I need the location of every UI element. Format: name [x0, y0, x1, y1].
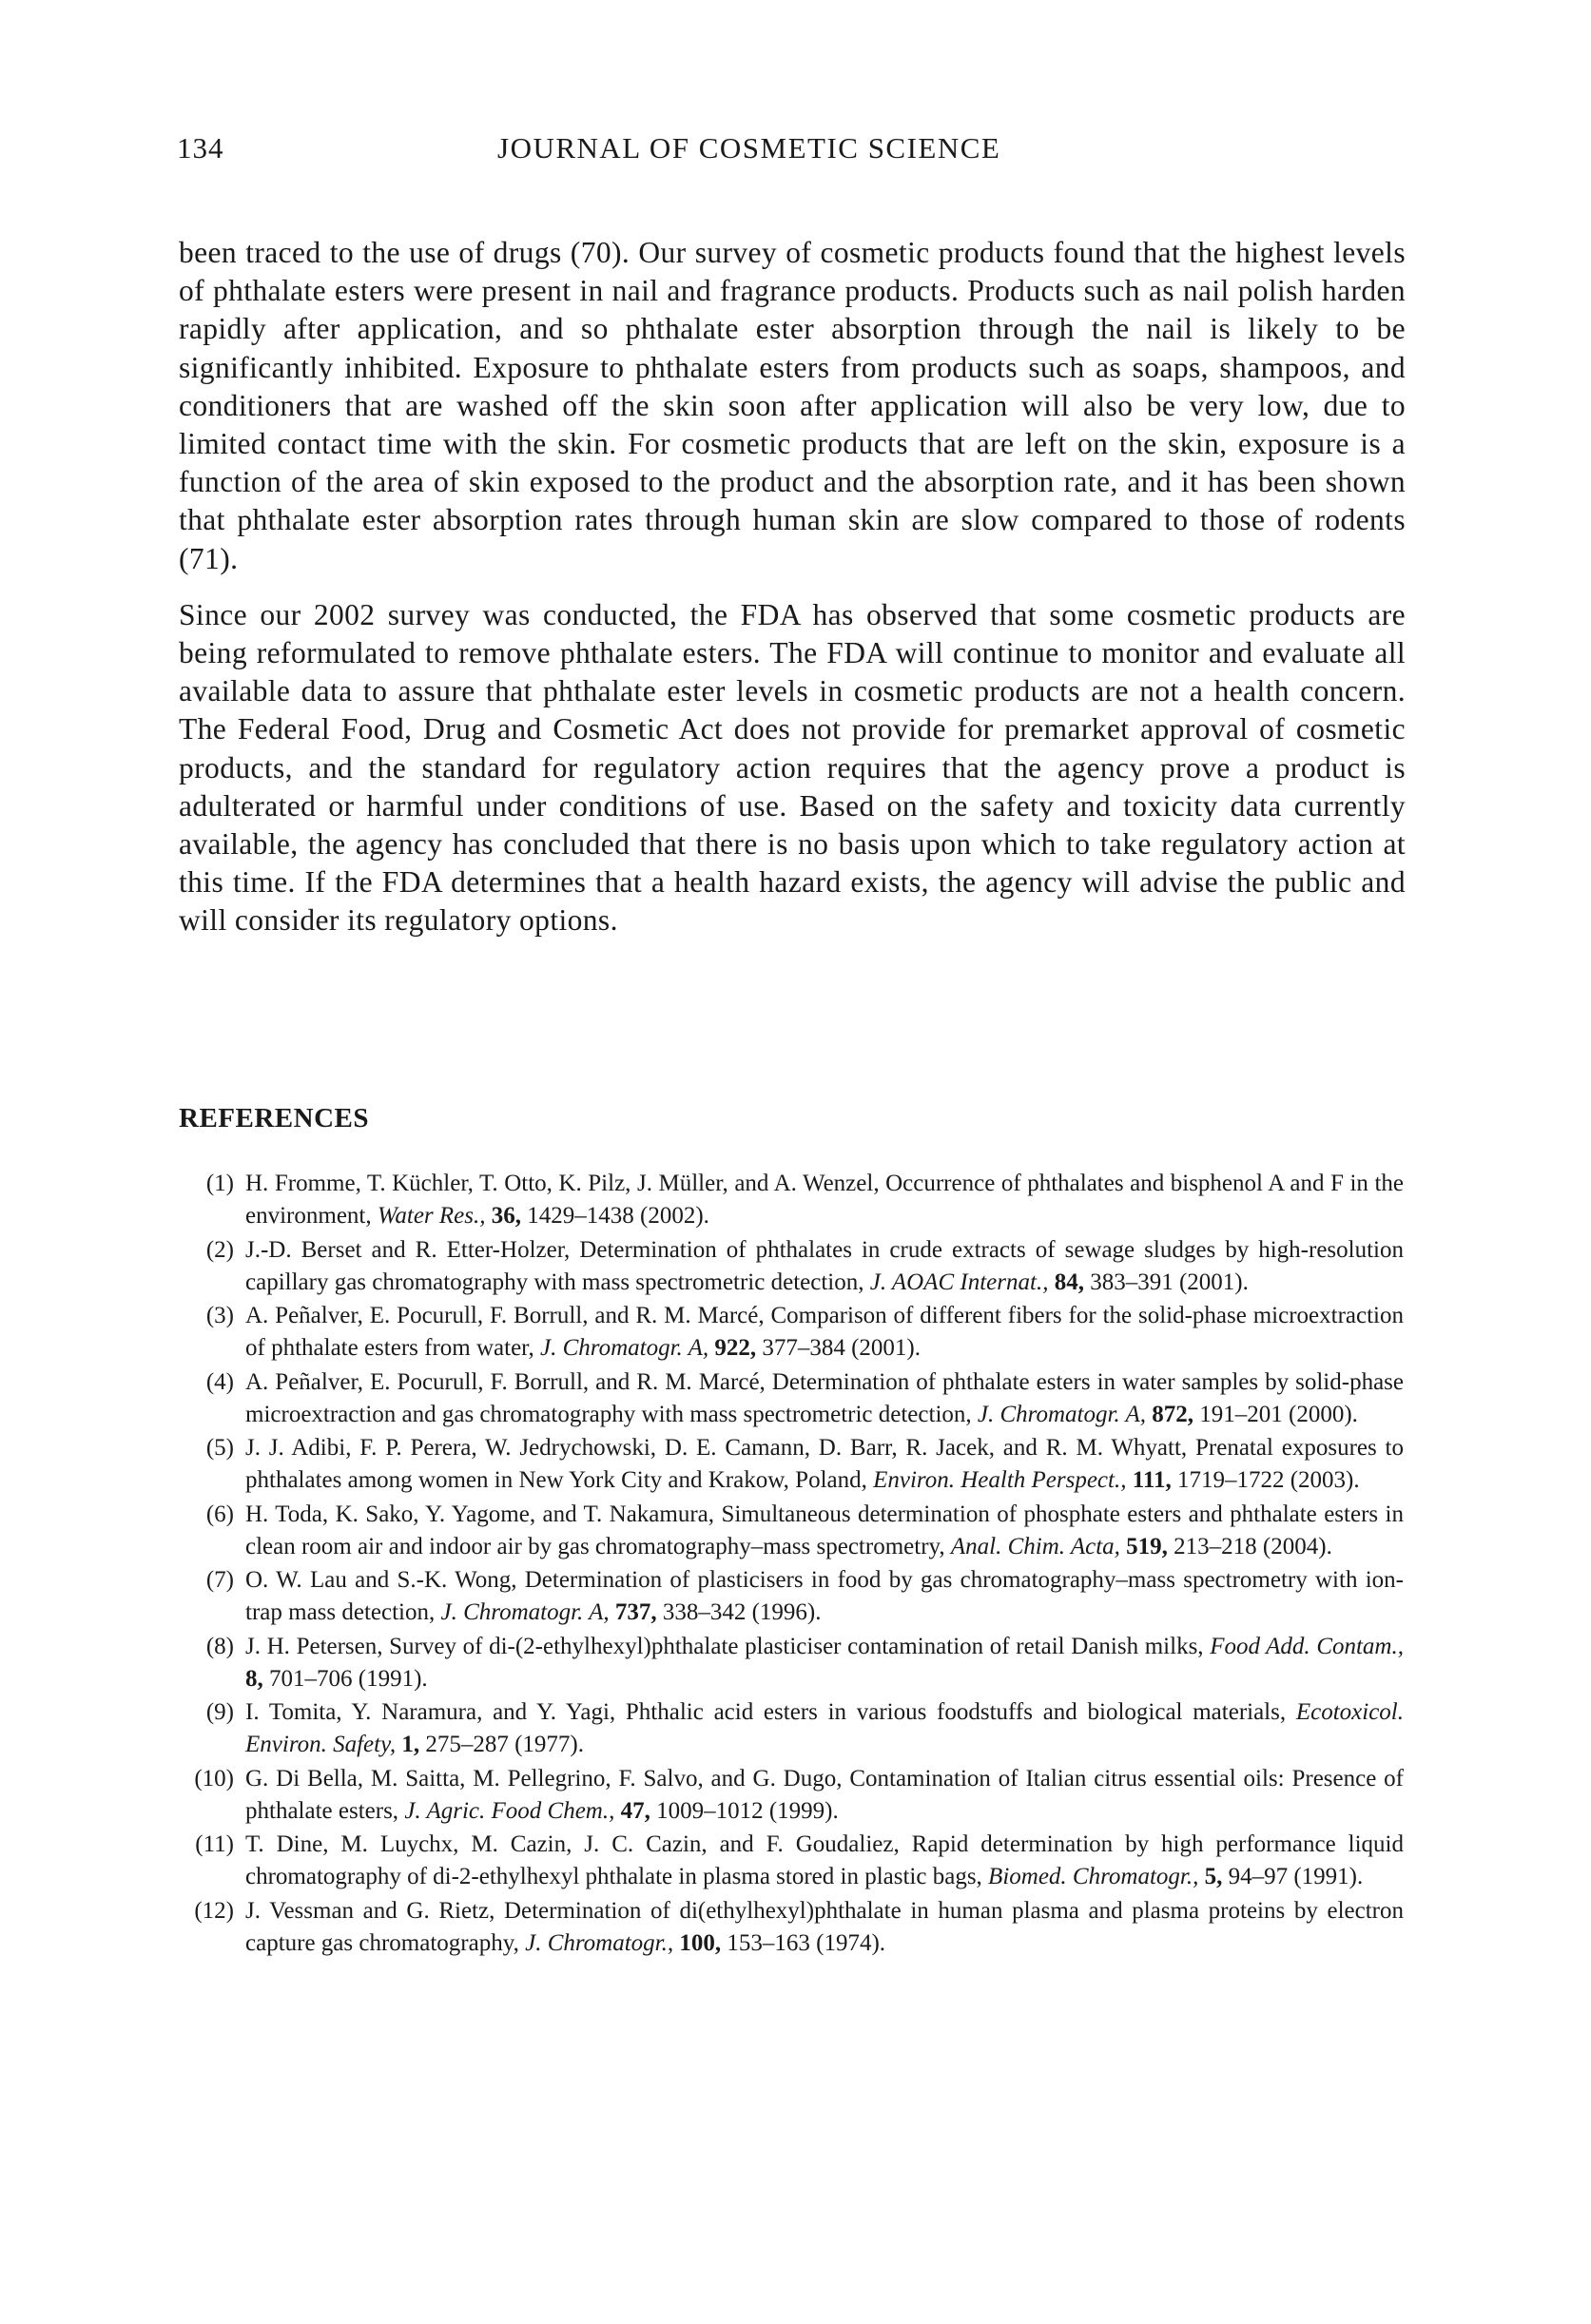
- reference-journal: J. Chromatogr. A,: [440, 1599, 610, 1625]
- reference-journal: J. Chromatogr. A,: [540, 1335, 709, 1361]
- reference-pages-year: 1009–1012 (1999).: [656, 1797, 839, 1824]
- reference-number: (11): [195, 1831, 234, 1857]
- reference-journal: J. Chromatogr. A,: [977, 1401, 1146, 1427]
- reference-volume: 36,: [491, 1203, 522, 1229]
- reference-volume: 737,: [614, 1599, 657, 1625]
- reference-volume: 922,: [714, 1335, 757, 1361]
- reference-journal: J. Chromatogr.,: [525, 1929, 674, 1956]
- body-paragraph: been traced to the use of drugs (70). Our survey of cosmetic products found that the highest levels of phthalate esters were present in nail and fragrance products. Products such as nail polish harden rapidly after application, and so phthalate ester absorption through the nail is likely to be significantly inhibited. Exposure to phthalate esters from products such as soaps, shampoos, and conditioners that are washed off the skin soon after application will also be very low, due to limited contact time with the skin. For cosmetic products that are left on the skin, exposure is a function of the area of skin exposed to the product and the absorption rate, and it has been shown that phthalate ester absorption rates through human skin are slow compared to those of rodents (71).: [179, 236, 1406, 575]
- reference-pages-year: 94–97 (1991).: [1228, 1864, 1364, 1889]
- reference-item: [179, 1432, 1404, 1497]
- reference-volume: 47,: [620, 1797, 650, 1824]
- reference-pages-year: 1719–1722 (2003).: [1176, 1467, 1360, 1493]
- reference-item: [179, 1829, 1404, 1893]
- reference-authors-title: H. Fromme, T. Küchler, T. Otto, K. Pilz, J. Müller, and A. Wenzel, Occurrence of phthalates and bisphenol A and F in the environment,: [245, 1171, 1404, 1229]
- reference-item: [179, 1168, 1404, 1232]
- reference-volume: 1,: [401, 1732, 420, 1757]
- reference-volume: 84,: [1054, 1269, 1084, 1295]
- reference-authors-title: O. W. Lau and S.-K. Wong, Determination of plasticisers in food by gas chromatography–mass spectrometry with ion-trap mass detection,: [245, 1567, 1404, 1625]
- reference-pages-year: 191–201 (2000).: [1199, 1401, 1358, 1427]
- reference-item: [179, 1763, 1404, 1828]
- reference-pages-year: 153–163 (1974).: [727, 1929, 886, 1956]
- reference-number: (7): [205, 1567, 234, 1593]
- body-paragraph: Since our 2002 survey was conducted, the FDA has observed that some cosmetic products are being reformulated to remove phthalate esters. The FDA will continue to monitor and evaluate all available data to assure that phthalate ester levels in cosmetic products are not a health concern. The Federal Food, Drug and Cosmetic Act does not provide for premarket approval of cosmetic products, and the standard for regulatory action requires that the agency prove a product is adulterated or harmful under conditions of use. Based on the safety and toxicity data currently available, the agency has concluded that there is no basis upon which to take regulatory action at this time. If the FDA determines that a health hazard exists, the agency will advise the public and will consider its regulatory options.: [179, 597, 1406, 938]
- reference-volume: 111,: [1132, 1467, 1172, 1493]
- reference-authors-title: A. Peñalver, E. Pocurull, F. Borrull, and R. M. Marcé, Comparison of different fibers for the solid-phase microextraction of phthalate esters from water,: [245, 1303, 1404, 1361]
- reference-volume: 8,: [245, 1665, 263, 1692]
- reference-volume: 5,: [1204, 1864, 1223, 1889]
- reference-authors-title: J.-D. Berset and R. Etter-Holzer, Determination of phthalates in crude extracts of sewage sludges by high-resolution capillary gas chromatography with mass spectrometric detection,: [245, 1236, 1404, 1295]
- page-number: 134: [177, 131, 224, 165]
- reference-number: (6): [205, 1501, 234, 1527]
- reference-journal: Ecotoxicol. Environ. Safety,: [245, 1699, 1404, 1757]
- reference-authors-title: I. Tomita, Y. Naramura, and Y. Yagi, Phthalic acid esters in various foodstuffs and biological materials,: [245, 1699, 1296, 1725]
- reference-pages-year: 701–706 (1991).: [269, 1665, 428, 1692]
- reference-item: [179, 1366, 1404, 1431]
- reference-number: (12): [194, 1897, 234, 1924]
- reference-journal: Food Add. Contam.,: [1210, 1633, 1404, 1659]
- reference-volume: 100,: [679, 1929, 722, 1956]
- reference-number: (2): [205, 1236, 234, 1263]
- references-heading: REFERENCES: [179, 1103, 369, 1133]
- reference-authors-title: G. Di Bella, M. Saitta, M. Pellegrino, F. Salvo, and G. Dugo, Contamination of Italian citrus essential oils: Presence of phthalate esters,: [245, 1765, 1404, 1824]
- reference-pages-year: 338–342 (1996).: [662, 1599, 822, 1625]
- reference-number: (4): [205, 1368, 234, 1395]
- reference-authors-title: J. J. Adibi, F. P. Perera, W. Jedrychowski, D. E. Camann, D. Barr, R. Jacek, and R. M. Whyatt, Prenatal exposures to phthalates among women in New York City and Krakow, Poland,: [245, 1435, 1404, 1493]
- page-header: [177, 131, 1413, 173]
- reference-number: (5): [205, 1435, 234, 1461]
- reference-pages-year: 1429–1438 (2002).: [527, 1203, 709, 1229]
- reference-number: (9): [205, 1699, 234, 1725]
- reference-item: [179, 1631, 1404, 1695]
- reference-authors-title: H. Toda, K. Sako, Y. Yagome, and T. Nakamura, Simultaneous determination of phosphate esters and phthalate esters in clean room air and indoor air by gas chromatography–mass spectrometry,: [245, 1501, 1404, 1559]
- reference-authors-title: J. H. Petersen, Survey of di-(2-ethylhexyl)phthalate plasticiser contamination of retail Danish milks,: [245, 1633, 1211, 1659]
- reference-item: [179, 1234, 1404, 1299]
- reference-authors-title: T. Dine, M. Luychx, M. Cazin, J. C. Cazin, and F. Goudaliez, Rapid determination by high performance liquid chromatography of di-2-ethylhexyl phthalate in plasma stored in plastic bags,: [245, 1831, 1404, 1889]
- reference-item: [179, 1696, 1404, 1761]
- references-list: [179, 1168, 1404, 1961]
- reference-item: [179, 1895, 1404, 1960]
- reference-number: (1): [205, 1171, 234, 1196]
- reference-number: (8): [205, 1633, 234, 1659]
- reference-authors-title: A. Peñalver, E. Pocurull, F. Borrull, and R. M. Marcé, Determination of phthalate esters in water samples by solid-phase microextraction and gas chromatography with mass spectrometric detection,: [245, 1368, 1404, 1427]
- reference-authors-title: J. Vessman and G. Rietz, Determination of di(ethylhexyl)phthalate in human plasma and plasma proteins by electron capture gas chromatography,: [245, 1897, 1404, 1956]
- reference-journal: Water Res.,: [377, 1203, 486, 1229]
- reference-pages-year: 275–287 (1977).: [425, 1732, 584, 1757]
- reference-number: (10): [194, 1765, 234, 1791]
- reference-item: [179, 1499, 1404, 1563]
- reference-pages-year: 377–384 (2001).: [762, 1335, 922, 1361]
- reference-journal: Anal. Chim. Acta,: [950, 1533, 1120, 1559]
- reference-pages-year: 383–391 (2001).: [1090, 1269, 1249, 1295]
- reference-item: [179, 1564, 1404, 1629]
- reference-journal: Biomed. Chromatogr.,: [988, 1864, 1199, 1889]
- running-title: JOURNAL OF COSMETIC SCIENCE: [497, 131, 1001, 165]
- reference-journal: J. AOAC Internat.,: [869, 1269, 1049, 1295]
- body-text: [179, 234, 1406, 959]
- reference-volume: 519,: [1126, 1533, 1168, 1559]
- reference-item: [179, 1300, 1404, 1365]
- reference-volume: 872,: [1152, 1401, 1193, 1427]
- reference-journal: Environ. Health Perspect.,: [873, 1467, 1127, 1493]
- reference-number: (3): [205, 1303, 234, 1328]
- reference-pages-year: 213–218 (2004).: [1174, 1533, 1332, 1559]
- reference-journal: J. Agric. Food Chem.,: [404, 1797, 615, 1824]
